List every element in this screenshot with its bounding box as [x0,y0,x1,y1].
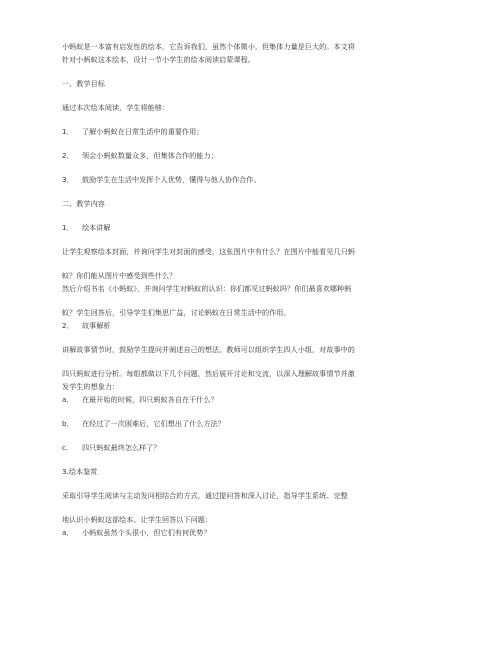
explanation-para-1-line-2: 蚁？你们能从图片中感受到些什么？ [62,271,177,280]
analysis-question-c [62,443,442,452]
explanation-para-2-line-2: 蚁？学生回答后，引导学生们集思广益，讨论蚂蚁在日常生活中的作用。 [62,308,291,317]
objective-item-3-number: 3． [62,175,74,184]
objective-item-2-number: 2． [62,151,74,160]
appreciation-para-line-1: 采取引导学生阅读与主动发问相结合的方式，通过提问答和深入讨论，指导学生系统、完整 [62,491,348,500]
objective-item-1-text: 了解小蚂蚁在日常生活中的重要作用； [82,127,204,136]
analysis-para-line-3: 发学生的想象力： [62,382,120,391]
intro-paragraph-line-2: 针对小蚂蚁这本绘本，设计一节小学生的绘本阅读启蒙课程。 [62,55,255,64]
subsection-2-title: 故事解析 [82,321,111,330]
objective-item-1-number: 1． [62,127,74,136]
subsection-1-number: 1． [62,223,74,232]
analysis-question-a [62,395,442,404]
objective-item-3-text: 鼓励学生在生活中发挥个人优势，懂得与他人协作合作。 [82,175,261,184]
subsection-heading-analysis [62,321,442,330]
analysis-question-c-text: 四只蚂蚁最终怎么样了？ [82,443,161,452]
subsection-1-title: 绘本讲解 [82,223,111,232]
intro-paragraph-line-1: 小蚂蚁是一本富有启发性的绘本，它告诉我们，虽然个体微小，但集体力量是巨大的。本文将 [62,42,355,51]
section-heading-objectives: 一、教学目标 [62,79,105,88]
subsection-heading-appreciation: 3.绘本鉴赏 [62,467,98,476]
objectives-lead: 通过本次绘本阅读，学生将能够： [62,103,170,112]
analysis-para-line-2: 四只蚂蚁进行分析。每组都做以下几个问题，然后展开讨论和交流，以深入理解故事情节并激 [62,369,355,378]
analysis-para-line-1: 讲解故事情节时，鼓励学生提问并阐述自己的想法。教师可以组织学生四人小组，对故事中的 [62,345,355,354]
appreciation-question-a [62,528,442,537]
subsection-2-number: 2． [62,321,74,330]
analysis-question-b-label: b． [62,419,74,428]
analysis-question-b [62,419,442,428]
explanation-para-2-line-1: 然后介绍书名《小蚂蚁》，并询问学生对蚂蚁的认识：你们都见过蚂蚁吗？你们最喜欢哪种蚂 [62,284,352,293]
section-heading-content: 二、教学内容 [62,199,105,208]
appreciation-question-a-text: 小蚂蚁虽然个头很小，但它们有何优势？ [82,528,211,537]
analysis-question-b-text: 在经过了一次困难后，它们想出了什么方法？ [82,419,225,428]
analysis-question-c-label: c． [62,443,74,452]
explanation-para-1-line-1: 让学生观察绘本封面，并询问学生对封面的感受，这张图片中有什么？在图片中能看见几只蚂 [62,247,355,256]
appreciation-para-line-2: 地认识小蚂蚁这部绘本。让学生回答以下问题： [62,515,213,524]
analysis-question-a-text: 在最开始的时候，四只蚂蚁各自在干什么？ [82,395,218,404]
appreciation-question-a-label: a． [62,528,74,537]
objective-item-3 [62,175,442,184]
subsection-heading-explanation [62,223,442,232]
analysis-question-a-label: a． [62,395,74,404]
objective-item-2-text: 领会小蚂蚁数量众多，但集体合作的能力； [82,151,218,160]
objective-item-1 [62,127,442,136]
objective-item-2 [62,151,442,160]
